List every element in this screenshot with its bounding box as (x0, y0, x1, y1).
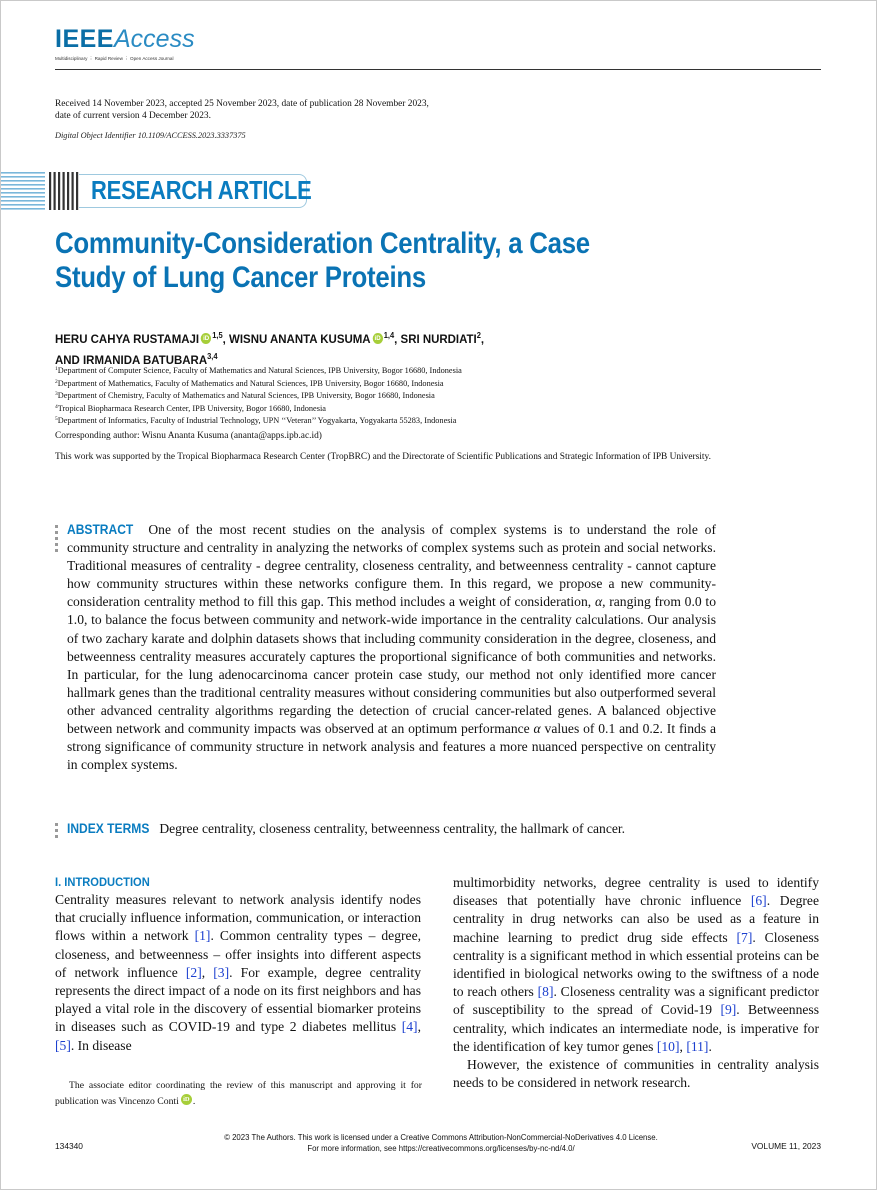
volume: VOLUME 11, 2023 (751, 1141, 821, 1151)
affiliation-text: Department of Computer Science, Faculty of Mathematics and Natural Sciences, IPB University, Bogor 16680, Indonesia (57, 366, 462, 375)
funding-statement: This work was supported by the Tropical Biopharmaca Research Center (TropBRC) and the Directorate of Scientific Publications and Strategic Information of IPB University. (55, 452, 711, 462)
body-text: . (708, 1038, 712, 1054)
author-sep: , (480, 332, 485, 346)
title-line2: Study of Lung Cancer Proteins (55, 261, 426, 294)
body-text: . For example, degree centrality represents the direct impact of a node on its first neighbors and has played a vital role in the discovery of essential biomarker proteins in diseases such as COVID-19 and type 2 diabetes mellitus (55, 964, 421, 1035)
author-name: SRI NURDIATI (400, 332, 477, 346)
affiliation-text: Department of Informatics, Faculty of Industrial Technology, UPN ‘‘Veteran’’ Yogyakarta, Yogyakarta 55283, Indonesia (57, 416, 457, 426)
affiliation (55, 364, 462, 377)
dates-line1: Received 14 November 2023, accepted 25 November 2023, date of publication 28 November 2023, (55, 99, 429, 109)
author-name: HERU CAHYA RUSTAMAJI (55, 332, 200, 346)
author-affil: 1,5 (212, 331, 223, 340)
index-terms (67, 821, 767, 837)
body-text: , (201, 964, 214, 980)
author-name: AND IRMANIDA BATUBARA (55, 353, 208, 367)
alpha-symbol: α (533, 721, 541, 737)
title-line1: Community-Consideration Centrality, a Case (55, 227, 590, 260)
body-text: , (679, 1038, 687, 1054)
article-type: RESEARCH ARTICLE (91, 177, 312, 205)
citation-link[interactable]: [9] (720, 1002, 737, 1018)
abstract (67, 521, 716, 774)
affiliation-num: 3 (55, 391, 58, 398)
body-text: . Degree centrality in drug networks can also be used as a feature in machine learning to predict drug side effects (453, 893, 819, 945)
affiliation (55, 402, 462, 415)
publication-dates (55, 98, 575, 122)
index-terms-marker-icon (55, 823, 58, 841)
associate-editor-text: The associate editor coordinating the review of this manuscript and approving it for publication was Vincenzo Conti (55, 1080, 422, 1107)
license-notice (161, 1132, 721, 1154)
affiliation-num: 2 (55, 378, 58, 385)
orcid-icon[interactable]: iD (372, 333, 382, 344)
doi: Digital Object Identifier 10.1109/ACCESS.2023.3337375 (55, 131, 246, 140)
paper-title (55, 227, 743, 295)
orcid-icon[interactable]: iD (181, 1094, 192, 1105)
body-text: . Common centrality types – degree, closeness, and betweenness – offer insights into different aspects of network influence (55, 928, 422, 980)
author-sep: , (394, 332, 401, 346)
affiliation-text: Tropical Biopharmaca Research Center, IPB University, Bogor 16680, Indonesia (57, 403, 326, 413)
affiliations (55, 364, 462, 427)
citation-link[interactable]: [8] (537, 984, 554, 1000)
author-name: WISNU ANANTA KUSUMA (229, 332, 371, 346)
author-affil: 2 (476, 331, 481, 340)
header-rule (55, 69, 821, 70)
citation-link[interactable]: [11] (686, 1038, 709, 1054)
license-line1: © 2023 The Authors. This work is licensed under a Creative Commons Attribution-NonCommercial-NoDerivatives 4.0 License. (224, 1133, 658, 1142)
body-text: , (417, 1019, 421, 1035)
body-text: multimorbidity networks, degree centrality is used to identify diseases that potentially have chronic influence (453, 875, 819, 909)
citation-link[interactable]: [6] (750, 893, 767, 909)
citation-link[interactable]: [5] (55, 1037, 71, 1053)
banner-stripes-icon (1, 172, 79, 210)
affiliation-num: 4 (55, 403, 58, 410)
journal-logo (55, 25, 195, 61)
affiliation (55, 389, 462, 402)
affiliation-text: Department of Chemistry, Faculty of Mathematics and Natural Sciences, IPB University, Bogor 16680, Indonesia (57, 391, 435, 401)
citation-link[interactable]: [1] (194, 928, 211, 944)
logo-ieee: IEEE (55, 25, 114, 53)
dates-line2: date of current version 4 December 2023. (55, 111, 211, 121)
affiliation (55, 377, 462, 390)
affiliation-num: 1 (55, 366, 58, 372)
intro-column-2 (453, 874, 819, 1092)
abstract-text: One of the most recent studies on the analysis of complex systems is to understand the role of community structure and centrality in analyzing the networks of complex systems such as protein and social networks. Traditional measures of centrality - degree centrality, closeness centrality, and betweenness centrality - cannot capture how community structures within these networks configure them. In this regard, we propose a new community-consideration centrality method to fill this gap. This method includes a weight of consideration, (67, 522, 717, 610)
body-text: . Closeness centrality was a significant predictor of susceptibility to the spread of Covid-19 (453, 984, 819, 1018)
author-affil: 3,4 (207, 352, 218, 361)
abstract-text: values of 0.1 and 0.2. It finds a strong significance of community structure in network analysis and features a more nuanced perspective on centrality in complex systems. (67, 721, 717, 773)
body-text: . Closeness centrality is a significant method in which essential proteins can be identified in biological networks owing to the swiftness of a node to reach others (453, 929, 819, 1000)
abstract-label: ABSTRACT (67, 522, 134, 537)
citation-link[interactable]: [3] (213, 964, 230, 980)
license-line2: For more information, see https://creativecommons.org/licenses/by-nc-nd/4.0/ (307, 1144, 575, 1153)
associate-editor-note: The associate editor coordinating the review of this manuscript and approving it for publication was Vincenzo Conti iD . (55, 1080, 422, 1107)
citation-link[interactable]: [2] (185, 964, 202, 980)
body-text: . Betweenness centrality, which indicates an intermediate node, is imperative for the identification of key tumor genes (453, 1002, 819, 1054)
affiliation-text: Department of Mathematics, Faculty of Mathematics and Natural Sciences, IPB University, Bogor 16680, Indonesia (57, 378, 444, 388)
body-text: Centrality measures relevant to network analysis identify nodes that crucially influence information, communication, or interaction flows within a network (55, 892, 421, 944)
citation-link[interactable]: [7] (736, 929, 753, 945)
orcid-icon[interactable]: iD (201, 333, 211, 344)
abstract-marker-icon (55, 525, 58, 555)
body-text: . In disease (70, 1037, 132, 1053)
logo-access: Access (113, 25, 195, 53)
alpha-symbol: α (594, 594, 603, 610)
author-affil: 1,4 (383, 331, 395, 340)
journal-tagline: Multidisciplinary ⋮ Rapid Review ⋮ Open Access Journal (55, 56, 174, 61)
index-terms-text: Degree centrality, closeness centrality, betweenness centrality, the hallmark of cancer. (159, 821, 626, 836)
citation-link[interactable]: [10] (656, 1038, 680, 1054)
corresponding-author: Corresponding author: Wisnu Ananta Kusuma (ananta@apps.ipb.ac.id) (55, 431, 322, 441)
page-number: 134340 (55, 1141, 83, 1151)
intro-column-1 (55, 891, 421, 1055)
citation-link[interactable]: [4] (401, 1019, 418, 1035)
abstract-text: , ranging from 0.0 to 1.0, to balance the focus between community and network-wide importance in the centrality calculations. Our analysis of two zachary karate and dolphin datasets shows that including community consideration in the degree, closeness, and betweenness centrality measures accurately captures the proportional significance of both communities and networks. In particular, for the lung adenocarcinoma cancer protein case study, our method not only identified more cancer hallmark genes than the traditional centrality measures without considering communities but also outperformed several other advanced centrality algorithms regarding the detection of crucial cancer-related genes. A balanced objective between network and community impacts was observed at an optimum performance (67, 594, 716, 737)
affiliation-num: 5 (55, 416, 58, 423)
author-list (55, 327, 713, 369)
author-sep: , (222, 332, 230, 346)
paragraph: However, the existence of communities in centrality analysis needs to be considered in network research. (453, 1057, 819, 1091)
section-heading: I. INTRODUCTION (55, 875, 150, 889)
affiliation (55, 414, 462, 427)
index-terms-label: INDEX TERMS (67, 821, 150, 836)
